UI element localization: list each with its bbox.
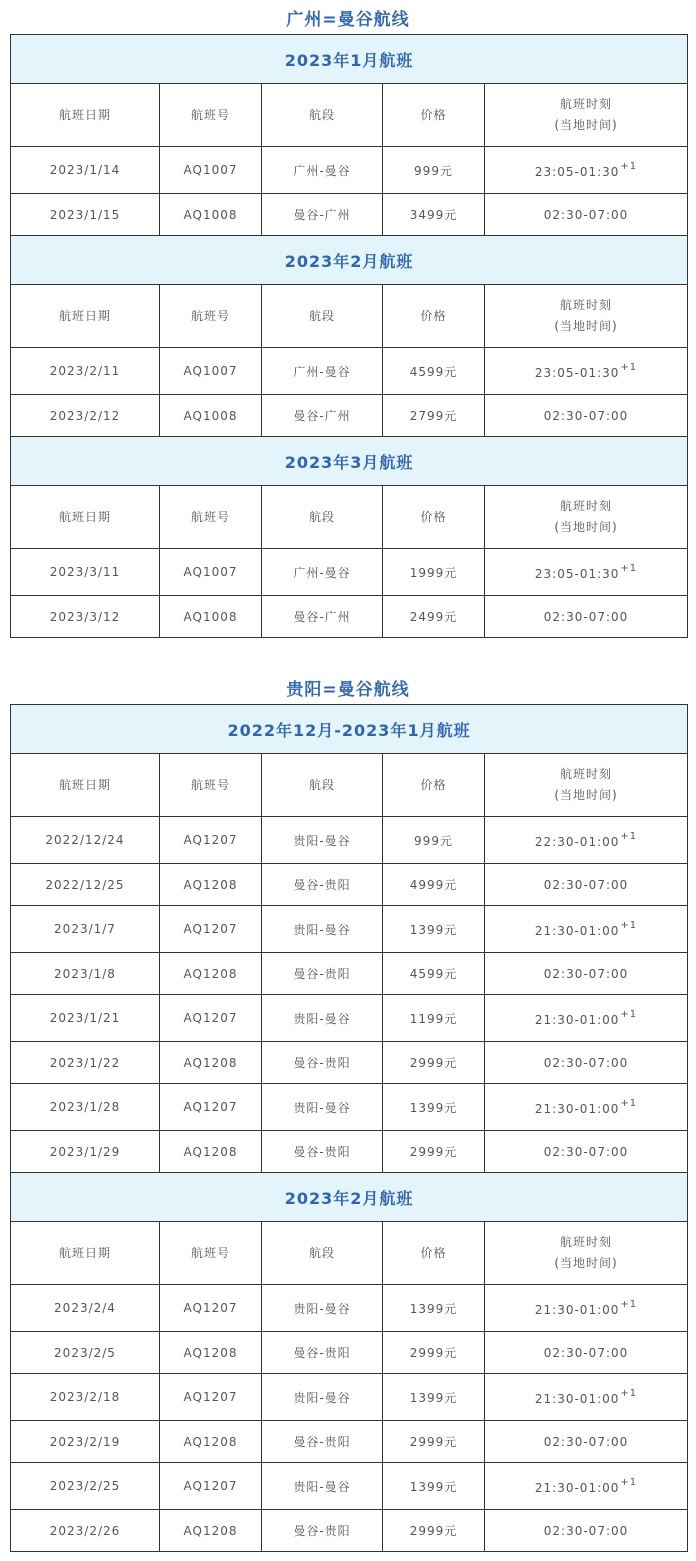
flight-date: 2023/1/21 xyxy=(11,995,160,1042)
flight-date: 2023/3/12 xyxy=(11,596,160,638)
flight-number: AQ1007 xyxy=(160,147,262,194)
header-time xyxy=(485,84,688,147)
header-time xyxy=(485,1222,688,1285)
flight-price: 4599元 xyxy=(383,348,485,395)
flight-time xyxy=(485,147,688,194)
flight-number: AQ1207 xyxy=(160,1463,262,1510)
flight-time xyxy=(485,395,688,437)
flight-price: 1399元 xyxy=(383,1285,485,1332)
flight-segment: 曼谷-贵阳 xyxy=(262,953,383,995)
header-price: 价格 xyxy=(383,285,485,348)
flight-segment: 曼谷-贵阳 xyxy=(262,864,383,906)
flight-price: 1399元 xyxy=(383,1374,485,1421)
flight-time xyxy=(485,1374,688,1421)
flight-number: AQ1208 xyxy=(160,1131,262,1173)
flight-number: AQ1207 xyxy=(160,1285,262,1332)
header-row xyxy=(11,84,688,147)
flight-time-value: 22:30-01:00 xyxy=(534,835,620,849)
flight-number: AQ1008 xyxy=(160,596,262,638)
flight-time xyxy=(485,864,688,906)
flight-date: 2023/2/26 xyxy=(11,1510,160,1552)
header-time-label: 航班时刻 xyxy=(560,1235,613,1249)
table-row xyxy=(11,906,688,953)
flight-segment: 贵阳-曼谷 xyxy=(262,1084,383,1131)
flight-time-value: 02:30-07:00 xyxy=(543,1523,629,1538)
flight-number: AQ1008 xyxy=(160,395,262,437)
next-day-marker: +1 xyxy=(620,362,638,373)
flight-segment: 广州-曼谷 xyxy=(262,147,383,194)
header-time xyxy=(485,486,688,549)
header-segment: 航段 xyxy=(262,486,383,549)
section-title: 2023年2月航班 xyxy=(11,236,688,285)
next-day-marker: +1 xyxy=(620,1388,638,1399)
header-time-note: (当地时间) xyxy=(554,1256,618,1270)
flight-number: AQ1207 xyxy=(160,906,262,953)
header-time-note: (当地时间) xyxy=(554,118,618,132)
flight-number: AQ1207 xyxy=(160,817,262,864)
flight-number: AQ1007 xyxy=(160,549,262,596)
flight-time xyxy=(485,1510,688,1552)
flight-date: 2023/1/22 xyxy=(11,1042,160,1084)
section-title-row xyxy=(11,705,688,754)
table-row xyxy=(11,549,688,596)
flight-time-value: 02:30-07:00 xyxy=(543,609,629,624)
flight-time-value: 21:30-01:00 xyxy=(534,1481,620,1495)
table-row xyxy=(11,953,688,995)
header-time-note: (当地时间) xyxy=(554,319,618,333)
table-row xyxy=(11,864,688,906)
flight-date: 2022/12/24 xyxy=(11,817,160,864)
flight-price: 2499元 xyxy=(383,596,485,638)
table-row xyxy=(11,147,688,194)
flight-number: AQ1007 xyxy=(160,348,262,395)
table-row xyxy=(11,1421,688,1463)
flight-time xyxy=(485,1042,688,1084)
flight-time-value: 23:05-01:30 xyxy=(534,366,620,380)
flight-price: 3499元 xyxy=(383,194,485,236)
flight-number: AQ1207 xyxy=(160,1374,262,1421)
flight-time xyxy=(485,1285,688,1332)
flight-schedule-table xyxy=(10,704,688,1552)
flight-segment: 贵阳-曼谷 xyxy=(262,995,383,1042)
header-row xyxy=(11,285,688,348)
header-flight-number: 航班号 xyxy=(160,285,262,348)
flight-time xyxy=(485,549,688,596)
flight-price: 1399元 xyxy=(383,906,485,953)
header-time-label: 航班时刻 xyxy=(560,97,613,111)
flight-number: AQ1208 xyxy=(160,1042,262,1084)
next-day-marker: +1 xyxy=(620,1477,638,1488)
flight-time-value: 21:30-01:00 xyxy=(534,1013,620,1027)
flight-time xyxy=(485,1421,688,1463)
flight-number: AQ1208 xyxy=(160,1332,262,1374)
flight-time-value: 02:30-07:00 xyxy=(543,1144,629,1159)
header-segment: 航段 xyxy=(262,84,383,147)
flight-time-value: 23:05-01:30 xyxy=(534,567,620,581)
flight-segment: 曼谷-贵阳 xyxy=(262,1332,383,1374)
header-date: 航班日期 xyxy=(11,285,160,348)
flight-segment: 贵阳-曼谷 xyxy=(262,1285,383,1332)
flight-date: 2023/3/11 xyxy=(11,549,160,596)
flight-time xyxy=(485,596,688,638)
flight-number: AQ1208 xyxy=(160,953,262,995)
flight-time xyxy=(485,1463,688,1510)
flight-segment: 曼谷-贵阳 xyxy=(262,1131,383,1173)
header-time xyxy=(485,285,688,348)
flight-price: 999元 xyxy=(383,147,485,194)
flight-time xyxy=(485,1131,688,1173)
flight-number: AQ1207 xyxy=(160,1084,262,1131)
flight-number: AQ1208 xyxy=(160,1510,262,1552)
flight-date: 2023/1/14 xyxy=(11,147,160,194)
header-price: 价格 xyxy=(383,754,485,817)
header-segment: 航段 xyxy=(262,754,383,817)
flight-date: 2023/2/25 xyxy=(11,1463,160,1510)
flight-time xyxy=(485,348,688,395)
flight-price: 2799元 xyxy=(383,395,485,437)
flight-date: 2023/2/19 xyxy=(11,1421,160,1463)
header-date: 航班日期 xyxy=(11,486,160,549)
next-day-marker: +1 xyxy=(620,831,638,842)
flight-time xyxy=(485,1084,688,1131)
header-flight-number: 航班号 xyxy=(160,754,262,817)
table-row xyxy=(11,1510,688,1552)
header-price: 价格 xyxy=(383,84,485,147)
flight-time-value: 21:30-01:00 xyxy=(534,924,620,938)
section-title: 2023年1月航班 xyxy=(11,35,688,84)
flight-date: 2022/12/25 xyxy=(11,864,160,906)
flight-date: 2023/1/7 xyxy=(11,906,160,953)
next-day-marker: +1 xyxy=(620,563,638,574)
flight-price: 1399元 xyxy=(383,1463,485,1510)
flight-time-value: 02:30-07:00 xyxy=(543,966,629,981)
table-row xyxy=(11,1374,688,1421)
flight-date: 2023/2/4 xyxy=(11,1285,160,1332)
table-row xyxy=(11,817,688,864)
header-row xyxy=(11,754,688,817)
flight-time-value: 02:30-07:00 xyxy=(543,1434,629,1449)
flight-date: 2023/1/28 xyxy=(11,1084,160,1131)
table-row xyxy=(11,1131,688,1173)
flight-price: 999元 xyxy=(383,817,485,864)
table-row xyxy=(11,995,688,1042)
table-row xyxy=(11,1332,688,1374)
flight-time-value: 21:30-01:00 xyxy=(534,1392,620,1406)
flight-segment: 曼谷-广州 xyxy=(262,395,383,437)
flight-time xyxy=(485,1332,688,1374)
flight-price: 2999元 xyxy=(383,1131,485,1173)
flight-segment: 曼谷-广州 xyxy=(262,194,383,236)
flight-time-value: 02:30-07:00 xyxy=(543,207,629,222)
header-time-note: (当地时间) xyxy=(554,520,618,534)
header-flight-number: 航班号 xyxy=(160,84,262,147)
table-row xyxy=(11,395,688,437)
section-title: 2023年2月航班 xyxy=(11,1173,688,1222)
flight-number: AQ1207 xyxy=(160,995,262,1042)
flight-time-value: 02:30-07:00 xyxy=(543,408,629,423)
flight-segment: 曼谷-贵阳 xyxy=(262,1510,383,1552)
flight-date: 2023/2/18 xyxy=(11,1374,160,1421)
flight-time-value: 02:30-07:00 xyxy=(543,1055,629,1070)
header-flight-number: 航班号 xyxy=(160,1222,262,1285)
flight-price: 1399元 xyxy=(383,1084,485,1131)
header-time-label: 航班时刻 xyxy=(560,499,613,513)
next-day-marker: +1 xyxy=(620,1098,638,1109)
table-row xyxy=(11,194,688,236)
flight-segment: 广州-曼谷 xyxy=(262,549,383,596)
section-title-row xyxy=(11,437,688,486)
header-row xyxy=(11,1222,688,1285)
next-day-marker: +1 xyxy=(620,161,638,172)
flight-segment: 贵阳-曼谷 xyxy=(262,1463,383,1510)
flight-price: 2999元 xyxy=(383,1421,485,1463)
header-segment: 航段 xyxy=(262,285,383,348)
flight-time-value: 21:30-01:00 xyxy=(534,1102,620,1116)
flight-price: 4999元 xyxy=(383,864,485,906)
flight-date: 2023/2/11 xyxy=(11,348,160,395)
table-row xyxy=(11,596,688,638)
table-row xyxy=(11,1042,688,1084)
flight-number: AQ1208 xyxy=(160,864,262,906)
route-title: 广州=曼谷航线 xyxy=(286,10,410,30)
flight-time xyxy=(485,906,688,953)
flight-date: 2023/1/29 xyxy=(11,1131,160,1173)
header-time-label: 航班时刻 xyxy=(560,298,613,312)
next-day-marker: +1 xyxy=(620,920,638,931)
table-row xyxy=(11,1463,688,1510)
flight-time xyxy=(485,953,688,995)
flight-segment: 贵阳-曼谷 xyxy=(262,906,383,953)
flight-price: 1199元 xyxy=(383,995,485,1042)
next-day-marker: +1 xyxy=(620,1009,638,1020)
flight-number: AQ1008 xyxy=(160,194,262,236)
header-time-note: (当地时间) xyxy=(554,788,618,802)
header-date: 航班日期 xyxy=(11,754,160,817)
flight-time-value: 21:30-01:00 xyxy=(534,1303,620,1317)
flight-price: 4599元 xyxy=(383,953,485,995)
flight-segment: 广州-曼谷 xyxy=(262,348,383,395)
flight-time-value: 02:30-07:00 xyxy=(543,877,629,892)
flight-date: 2023/1/15 xyxy=(11,194,160,236)
flight-segment: 曼谷-广州 xyxy=(262,596,383,638)
flight-date: 2023/1/8 xyxy=(11,953,160,995)
flight-price: 2999元 xyxy=(383,1510,485,1552)
next-day-marker: +1 xyxy=(620,1299,638,1310)
header-price: 价格 xyxy=(383,486,485,549)
header-date: 航班日期 xyxy=(11,1222,160,1285)
section-title-row xyxy=(11,35,688,84)
flight-time xyxy=(485,194,688,236)
section-title: 2023年3月航班 xyxy=(11,437,688,486)
flight-number: AQ1208 xyxy=(160,1421,262,1463)
section-title-row xyxy=(11,236,688,285)
flight-schedule-table xyxy=(10,34,688,638)
header-time-label: 航班时刻 xyxy=(560,767,613,781)
header-time xyxy=(485,754,688,817)
flight-segment: 贵阳-曼谷 xyxy=(262,1374,383,1421)
section-title-row xyxy=(11,1173,688,1222)
flight-time xyxy=(485,995,688,1042)
header-segment: 航段 xyxy=(262,1222,383,1285)
flight-segment: 曼谷-贵阳 xyxy=(262,1042,383,1084)
table-row xyxy=(11,348,688,395)
header-price: 价格 xyxy=(383,1222,485,1285)
section-title: 2022年12月-2023年1月航班 xyxy=(11,705,688,754)
table-row xyxy=(11,1084,688,1131)
flight-segment: 贵阳-曼谷 xyxy=(262,817,383,864)
flight-price: 2999元 xyxy=(383,1332,485,1374)
flight-time xyxy=(485,817,688,864)
flight-date: 2023/2/5 xyxy=(11,1332,160,1374)
flight-price: 2999元 xyxy=(383,1042,485,1084)
table-row xyxy=(11,1285,688,1332)
flight-price: 1999元 xyxy=(383,549,485,596)
header-row xyxy=(11,486,688,549)
flight-time-value: 02:30-07:00 xyxy=(543,1345,629,1360)
header-date: 航班日期 xyxy=(11,84,160,147)
flight-date: 2023/2/12 xyxy=(11,395,160,437)
flight-segment: 曼谷-贵阳 xyxy=(262,1421,383,1463)
flight-time-value: 23:05-01:30 xyxy=(534,165,620,179)
route-title: 贵阳=曼谷航线 xyxy=(286,680,410,700)
header-flight-number: 航班号 xyxy=(160,486,262,549)
